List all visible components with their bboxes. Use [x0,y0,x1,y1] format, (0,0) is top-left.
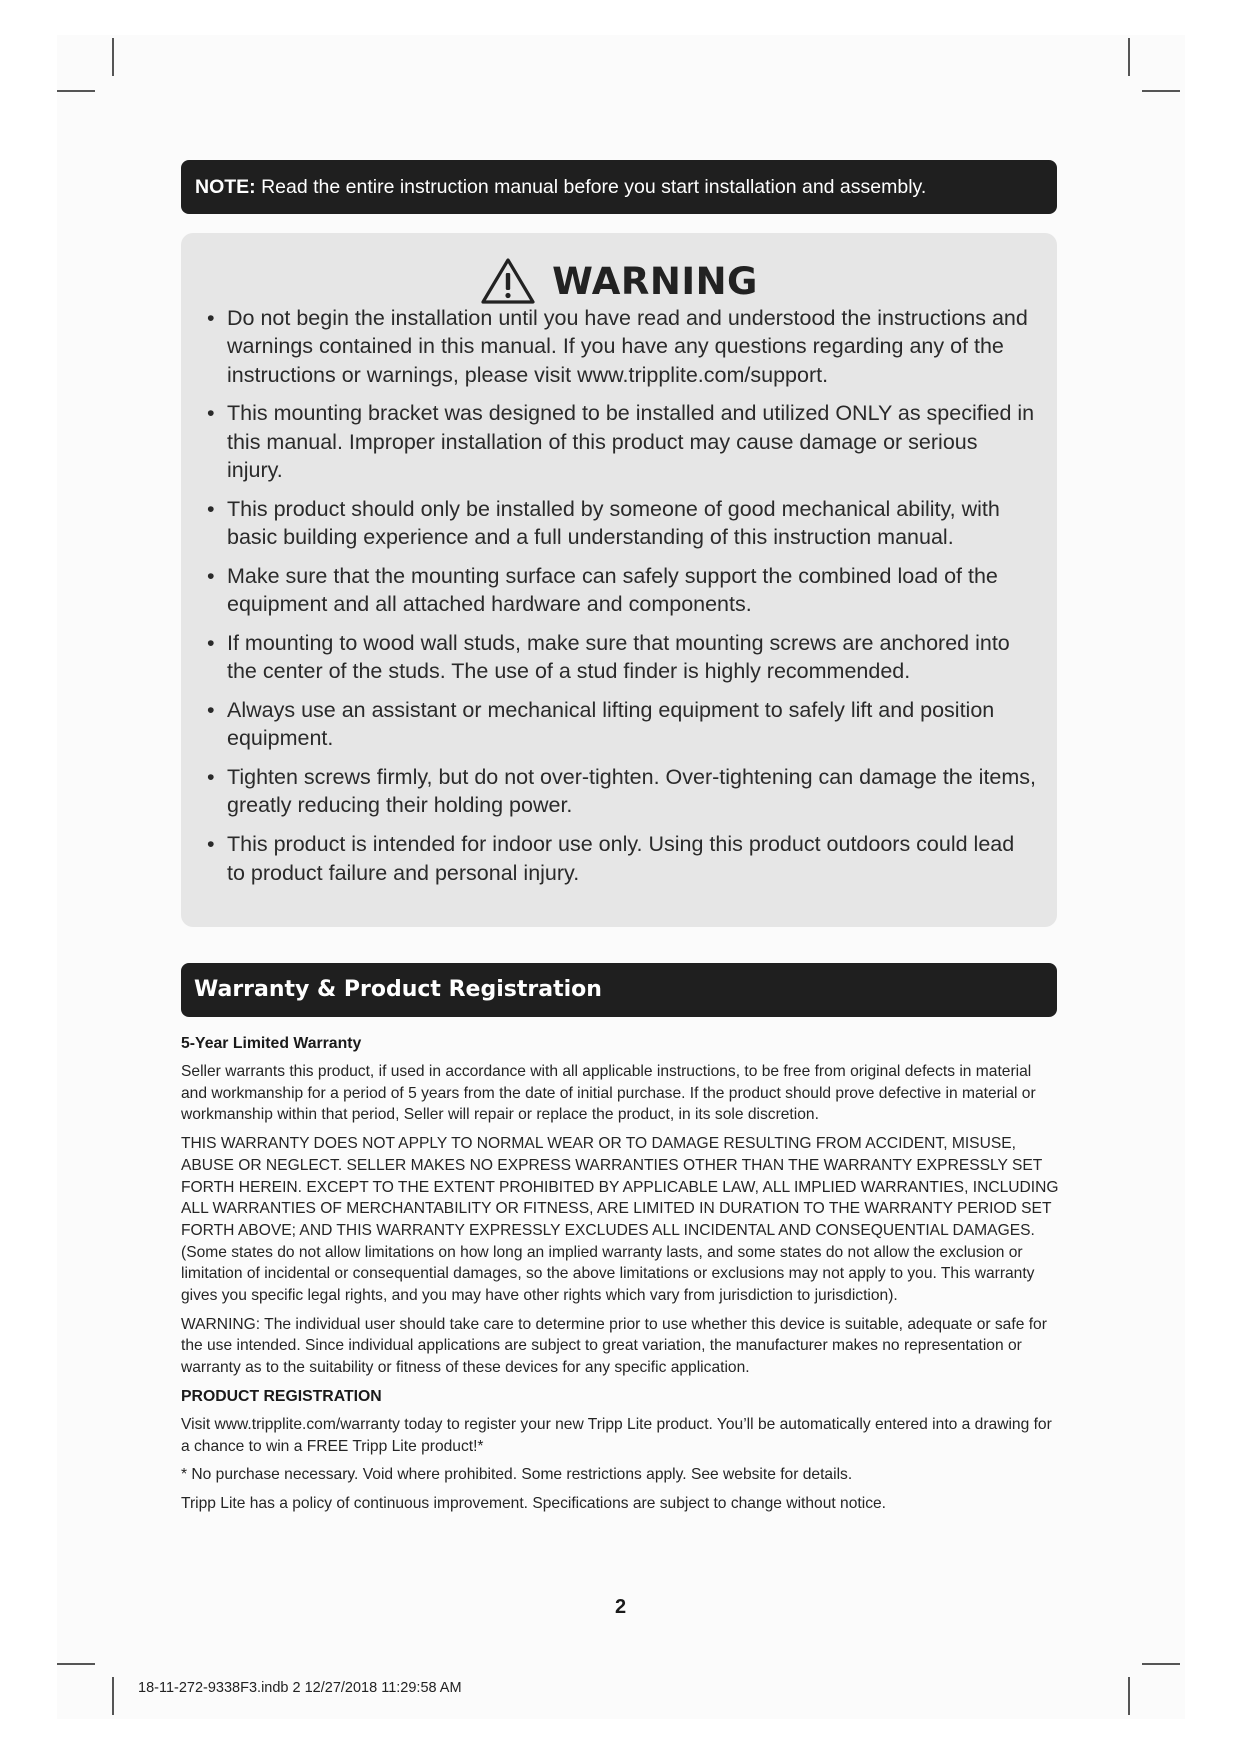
page-number: 2 [614,1596,627,1618]
warning-heading [181,251,1057,311]
warranty-warning: WARNING: The individual user should take care to determine prior to use whether this device is suitable, adequate or safe for the use intended. Since individual applications are subject to great variation, the manufacturer makes no representation or warranty as to the suitability or fitness of these devices for any specific application. [181,1315,1047,1377]
crop-mark [57,90,95,92]
crop-mark [112,38,114,76]
warning-item: • Do not begin the installation until you have read and understood the instructions and warnings contained in this manual. If you have any questions regarding any of the instructions or warnings, please visit www.tripplite.com/support. [207,306,1028,387]
warning-item: • This product should only be installed by someone of good mechanical ability, with basic building experience and a full understanding of this instruction manual. [207,496,1000,550]
warning-item: • Make sure that the mounting surface can safely support the combined load of the equipment and all attached hardware and components. [207,563,998,617]
warranty-disclaimer: THIS WARRANTY DOES NOT APPLY TO NORMAL WEAR OR TO DAMAGE RESULTING FROM ACCIDENT, MISUSE, ABUSE OR NEGLECT. SELLER MAKES NO EXPRESS WARRANTIES OTHER THAN THE WARRANTY EXPRESSLY SET FORTH HEREIN. EXCEPT TO THE EXTENT PROHIBITED BY APPLICABLE LAW, ALL IMPLIED WARRANTIES, INCLUDING ALL WARRANTIES OF MERCHANTABILITY OR FITNESS, ARE LIMITED IN DURATION TO THE WARRANTY PERIOD SET FORTH ABOVE; AND THIS WARRANTY EXPRESSLY EXCLUDES ALL INCIDENTAL AND CONSEQUENTIAL DAMAGES. (Some states do not allow limitations on how long an implied warranty lasts, and some states do not allow the exclusion or limitation of incidental or consequential damages, so the above limitations or exclusions may not apply to you. This warranty gives you specific legal rights, and you may have other rights which vary from jurisdiction to jurisdiction). [181,1135,1059,1305]
crop-mark [1128,38,1130,76]
registration-paragraph: Visit www.tripplite.com/warranty today to register your new Tripp Lite product. You’ll be automatically entered into a drawing for a chance to win a FREE Tripp Lite product!* [181,1415,1052,1455]
warranty-body [181,1033,1061,1520]
crop-mark [112,1677,114,1715]
warning-item: • This mounting bracket was designed to be installed and utilized ONLY as specified in this manual. Improper installation of this product may cause damage or serious injury. [207,401,1035,482]
warning-item: • Always use an assistant or mechanical lifting equipment to safely lift and position equipment. [207,698,995,751]
improvement-notice: Tripp Lite has a policy of continuous improvement. Specifications are subject to change without notice. [181,1494,886,1512]
warning-triangle-icon [480,257,536,305]
warning-title: WARNING [552,259,758,303]
crop-mark [1142,1663,1180,1665]
registration-footnote: * No purchase necessary. Void where prohibited. Some restrictions apply. See website for details. [181,1466,853,1484]
note-label: NOTE: [195,176,256,198]
note-banner [181,160,1057,214]
limited-warranty-heading: 5-Year Limited Warranty [181,1035,362,1052]
product-registration-heading: PRODUCT REGISTRATION [181,1387,382,1405]
crop-mark [1142,90,1180,92]
warning-list [207,304,1037,897]
crop-mark [1128,1677,1130,1715]
warning-item: • If mounting to wood wall studs, make sure that mounting screws are anchored into the center of the studs. The use of a stud finder is highly recommended. [207,630,1010,684]
warning-item: • This product is intended for indoor use only. Using this product outdoors could lead to product failure and personal injury. [207,832,1015,885]
note-text: Read the entire instruction manual before you start installation and assembly. [255,176,927,198]
crop-mark [57,1663,95,1665]
warranty-paragraph: Seller warrants this product, if used in accordance with all applicable instructions, to be free from original defects in material and workmanship for a period of 5 years from the date of initial purchase. If the product should prove defective in material or workmanship within that period, Seller will repair or replace the product, in its sole discretion. [181,1063,1036,1124]
warranty-section-title: Warranty & Product Registration [181,963,1057,1017]
warning-item: • Tighten screws firmly, but do not over-tighten. Over-tightening can damage the items, greatly reducing their holding power. [207,765,1037,818]
print-slug: 18-11-272-9338F3.indb 2 12/27/2018 11:29:58 AM [138,1680,462,1696]
warning-box [181,233,1057,927]
